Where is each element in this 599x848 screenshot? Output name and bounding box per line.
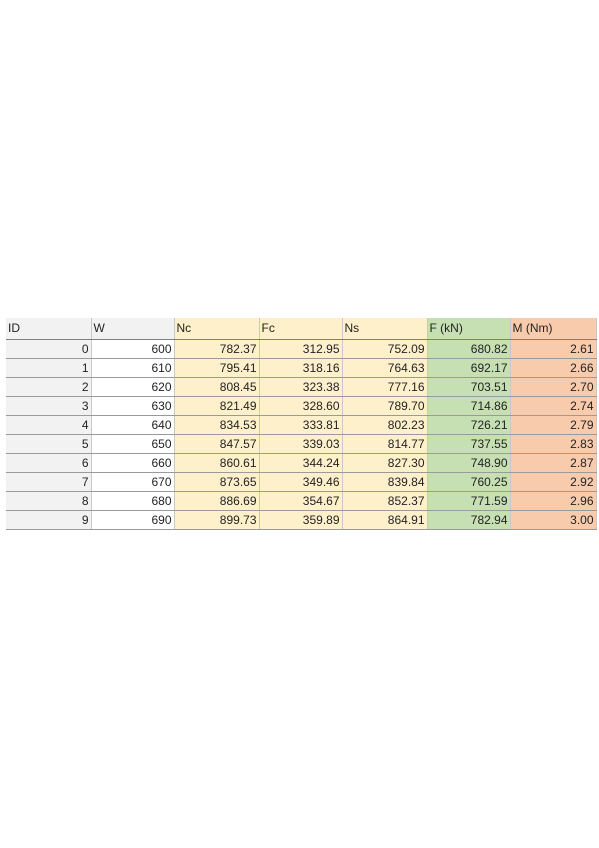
cell-fc: 344.24 bbox=[259, 454, 342, 473]
cell-id: 8 bbox=[6, 492, 91, 511]
table-row bbox=[6, 416, 596, 435]
cell-fc: 349.46 bbox=[259, 473, 342, 492]
cell-nc: 860.61 bbox=[174, 454, 259, 473]
header-row bbox=[6, 318, 596, 340]
cell-ns: 827.30 bbox=[342, 454, 427, 473]
cell-ns: 777.16 bbox=[342, 378, 427, 397]
cell-fc: 354.67 bbox=[259, 492, 342, 511]
cell-force: 748.90 bbox=[427, 454, 510, 473]
cell-id: 4 bbox=[6, 416, 91, 435]
header-id: ID bbox=[6, 318, 91, 340]
cell-id: 5 bbox=[6, 435, 91, 454]
cell-moment: 2.74 bbox=[510, 397, 596, 416]
cell-ns: 864.91 bbox=[342, 511, 427, 530]
cell-w: 600 bbox=[91, 340, 174, 359]
table-row bbox=[6, 378, 596, 397]
table-row bbox=[6, 435, 596, 454]
table-row bbox=[6, 397, 596, 416]
cell-force: 737.55 bbox=[427, 435, 510, 454]
cell-moment: 2.66 bbox=[510, 359, 596, 378]
table-row bbox=[6, 511, 596, 530]
header-ns: Ns bbox=[342, 318, 427, 340]
cell-ns: 764.63 bbox=[342, 359, 427, 378]
cell-id: 1 bbox=[6, 359, 91, 378]
cell-id: 9 bbox=[6, 511, 91, 530]
header-force: F (kN) bbox=[427, 318, 510, 340]
cell-force: 760.25 bbox=[427, 473, 510, 492]
data-table bbox=[6, 318, 597, 530]
table-row bbox=[6, 492, 596, 511]
cell-fc: 328.60 bbox=[259, 397, 342, 416]
cell-nc: 873.65 bbox=[174, 473, 259, 492]
cell-nc: 782.37 bbox=[174, 340, 259, 359]
cell-moment: 2.92 bbox=[510, 473, 596, 492]
cell-fc: 318.16 bbox=[259, 359, 342, 378]
cell-w: 660 bbox=[91, 454, 174, 473]
cell-w: 680 bbox=[91, 492, 174, 511]
cell-ns: 789.70 bbox=[342, 397, 427, 416]
cell-nc: 808.45 bbox=[174, 378, 259, 397]
cell-w: 670 bbox=[91, 473, 174, 492]
cell-fc: 359.89 bbox=[259, 511, 342, 530]
cell-force: 771.59 bbox=[427, 492, 510, 511]
cell-nc: 847.57 bbox=[174, 435, 259, 454]
cell-nc: 795.41 bbox=[174, 359, 259, 378]
header-nc: Nc bbox=[174, 318, 259, 340]
cell-fc: 339.03 bbox=[259, 435, 342, 454]
cell-fc: 333.81 bbox=[259, 416, 342, 435]
table-row bbox=[6, 454, 596, 473]
cell-force: 714.86 bbox=[427, 397, 510, 416]
cell-fc: 312.95 bbox=[259, 340, 342, 359]
cell-w: 610 bbox=[91, 359, 174, 378]
cell-id: 6 bbox=[6, 454, 91, 473]
cell-moment: 3.00 bbox=[510, 511, 596, 530]
cell-w: 620 bbox=[91, 378, 174, 397]
cell-ns: 802.23 bbox=[342, 416, 427, 435]
cell-force: 692.17 bbox=[427, 359, 510, 378]
table-row bbox=[6, 359, 596, 378]
header-moment: M (Nm) bbox=[510, 318, 596, 340]
cell-moment: 2.79 bbox=[510, 416, 596, 435]
cell-moment: 2.87 bbox=[510, 454, 596, 473]
cell-w: 630 bbox=[91, 397, 174, 416]
cell-force: 782.94 bbox=[427, 511, 510, 530]
table-row bbox=[6, 473, 596, 492]
cell-moment: 2.70 bbox=[510, 378, 596, 397]
cell-ns: 839.84 bbox=[342, 473, 427, 492]
cell-ns: 852.37 bbox=[342, 492, 427, 511]
cell-force: 726.21 bbox=[427, 416, 510, 435]
table-row bbox=[6, 340, 596, 359]
cell-w: 650 bbox=[91, 435, 174, 454]
cell-id: 2 bbox=[6, 378, 91, 397]
cell-ns: 752.09 bbox=[342, 340, 427, 359]
header-w: W bbox=[91, 318, 174, 340]
cell-fc: 323.38 bbox=[259, 378, 342, 397]
cell-id: 7 bbox=[6, 473, 91, 492]
cell-ns: 814.77 bbox=[342, 435, 427, 454]
cell-id: 3 bbox=[6, 397, 91, 416]
cell-w: 640 bbox=[91, 416, 174, 435]
cell-w: 690 bbox=[91, 511, 174, 530]
cell-nc: 821.49 bbox=[174, 397, 259, 416]
cell-force: 680.82 bbox=[427, 340, 510, 359]
header-fc: Fc bbox=[259, 318, 342, 340]
cell-force: 703.51 bbox=[427, 378, 510, 397]
cell-nc: 899.73 bbox=[174, 511, 259, 530]
cell-id: 0 bbox=[6, 340, 91, 359]
cell-moment: 2.96 bbox=[510, 492, 596, 511]
cell-moment: 2.61 bbox=[510, 340, 596, 359]
cell-nc: 886.69 bbox=[174, 492, 259, 511]
cell-moment: 2.83 bbox=[510, 435, 596, 454]
cell-nc: 834.53 bbox=[174, 416, 259, 435]
